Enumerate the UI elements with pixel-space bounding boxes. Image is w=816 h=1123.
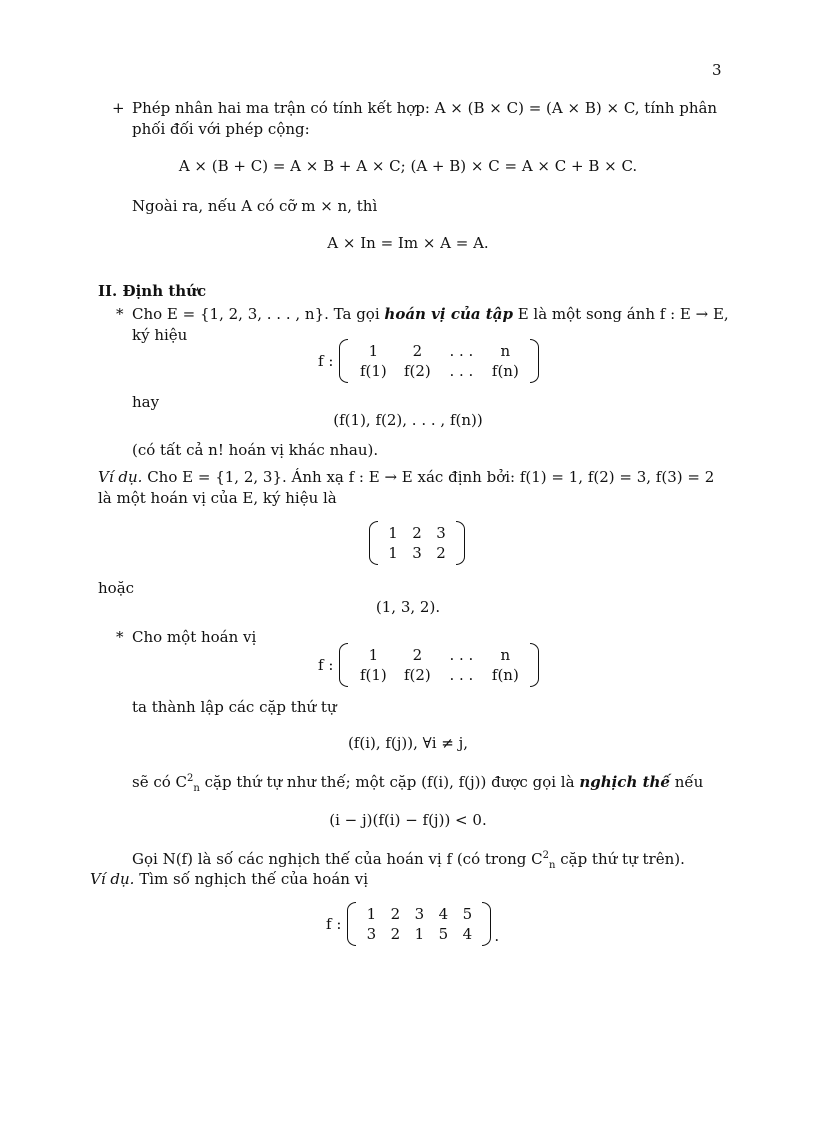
star-bullet-2: *	[116, 628, 124, 646]
subscript: n	[549, 860, 556, 871]
trailing-period: .	[494, 927, 500, 945]
example1-tuple: (1, 3, 2).	[375, 598, 441, 616]
left-paren	[369, 521, 378, 565]
cell: 2	[412, 646, 423, 664]
matrix-prop-line3: Ngoài ra, nếu A có cỡ m × n, thì	[132, 197, 378, 215]
matrix-label: f :	[318, 352, 334, 370]
cell: 1	[388, 544, 398, 562]
matrix-prop-line2: phối đối với phép cộng:	[132, 120, 310, 138]
right-paren	[530, 339, 539, 383]
inversion-count-text	[132, 849, 685, 869]
example-text: Tìm số nghịch thế của hoán vị	[134, 870, 368, 888]
cell: . . .	[449, 646, 474, 664]
definition-text: Cho E = {1, 2, 3, . . . , n}. Ta gọi	[132, 305, 385, 323]
superscript: 2	[187, 773, 194, 784]
cell: . . .	[449, 342, 474, 360]
text: cặp thứ tự như thế; một cặp (f(i), f(j)) được gọi là	[199, 773, 580, 791]
identity-equation: A × In = Im × A = A.	[327, 234, 489, 252]
example-text: Cho E = {1, 2, 3}. Ánh xạ f : E → E xác định bởi: f(1) = 1, f(2) = 3, f(3) = 2	[142, 468, 715, 486]
matrix-cells	[348, 645, 530, 685]
cell: 3	[414, 905, 425, 923]
example1-line2: là một hoán vị của E, ký hiệu là	[98, 489, 337, 507]
matrix-prop-line1: Phép nhân hai ma trận có tính kết hợp: A × (B × C) = (A × B) × C, tính phân	[132, 99, 718, 117]
text: Gọi N(f) là số các nghịch thế của hoán vị f (có trong C	[132, 850, 543, 868]
cell: 5	[438, 925, 449, 943]
cell: n	[500, 342, 511, 360]
tuple-notation: (f(1), f(2), . . . , f(n))	[333, 411, 483, 429]
example1-line1	[98, 467, 714, 487]
section-heading: II. Định thức	[98, 282, 207, 300]
inversion-pairs-text: ta thành lập các cặp thứ tự	[132, 698, 337, 716]
hay-text: hay	[132, 393, 160, 411]
cell: 3	[412, 544, 422, 562]
left-paren	[347, 902, 356, 946]
inversion-definition	[132, 772, 703, 792]
notation-text: ký hiệu	[132, 326, 188, 344]
or-text: hoặc	[98, 579, 135, 597]
cell: 3	[436, 524, 446, 542]
text: sẽ có C	[132, 773, 188, 791]
cell: 1	[388, 524, 398, 542]
cell: 5	[462, 905, 473, 923]
text: cặp thứ tự trên).	[555, 850, 685, 868]
cell: 2	[412, 524, 422, 542]
right-paren	[456, 521, 465, 565]
cell: f(2)	[403, 666, 431, 684]
cell: 2	[436, 544, 446, 562]
cell: n	[500, 646, 511, 664]
matrix-cells	[348, 341, 530, 381]
permutation-matrix	[318, 339, 539, 383]
text: nếu	[669, 773, 704, 791]
cell: . . .	[449, 666, 474, 684]
distributive-equation: A × (B + C) = A × B + A × C; (A + B) × C = A × C + B × C.	[178, 157, 638, 175]
plus-bullet: +	[112, 99, 125, 117]
pairs-equation: (f(i), f(j)), ∀i ≠ j,	[347, 734, 469, 752]
example2-line	[90, 869, 368, 889]
example1-matrix	[369, 521, 465, 565]
cell: 4	[462, 925, 473, 943]
left-paren	[339, 643, 348, 687]
count-note: (có tất cả n! hoán vị khác nhau).	[132, 441, 379, 459]
matrix-cells	[378, 523, 456, 563]
inversion-intro: Cho một hoán vị	[132, 628, 257, 646]
matrix-label: f :	[326, 915, 342, 933]
cell: 1	[366, 905, 377, 923]
cell: f(n)	[491, 362, 519, 380]
example-label: Ví dụ.	[98, 468, 143, 486]
matrix-cells	[356, 904, 482, 944]
example-label: Ví dụ.	[90, 870, 135, 888]
condition-equation: (i − j)(f(i) − f(j)) < 0.	[329, 811, 487, 829]
cell: 2	[390, 905, 401, 923]
left-paren	[339, 339, 348, 383]
cell: 3	[366, 925, 377, 943]
page-number: 3	[712, 61, 722, 79]
inversion-matrix	[318, 643, 539, 687]
cell: . . .	[449, 362, 474, 380]
cell: 2	[412, 342, 423, 360]
superscript: 2	[542, 850, 549, 861]
matrix-label: f :	[318, 656, 334, 674]
right-paren	[530, 643, 539, 687]
cell: f(1)	[359, 362, 387, 380]
cell: 4	[438, 905, 449, 923]
definition-text-end: E là một song ánh f : E → E,	[512, 305, 729, 323]
permutation-definition	[132, 304, 729, 324]
cell: 1	[368, 342, 379, 360]
star-bullet: *	[116, 305, 124, 323]
term-inversion: nghịch thế	[579, 773, 670, 791]
example2-matrix	[326, 902, 499, 946]
right-paren	[482, 902, 491, 946]
cell: f(n)	[491, 666, 519, 684]
cell: 2	[390, 925, 401, 943]
cell: 1	[368, 646, 379, 664]
cell: 1	[414, 925, 425, 943]
term-permutation: hoán vị của tập	[384, 305, 513, 323]
cell: f(1)	[359, 666, 387, 684]
cell: f(2)	[403, 362, 431, 380]
subscript: n	[193, 783, 200, 794]
